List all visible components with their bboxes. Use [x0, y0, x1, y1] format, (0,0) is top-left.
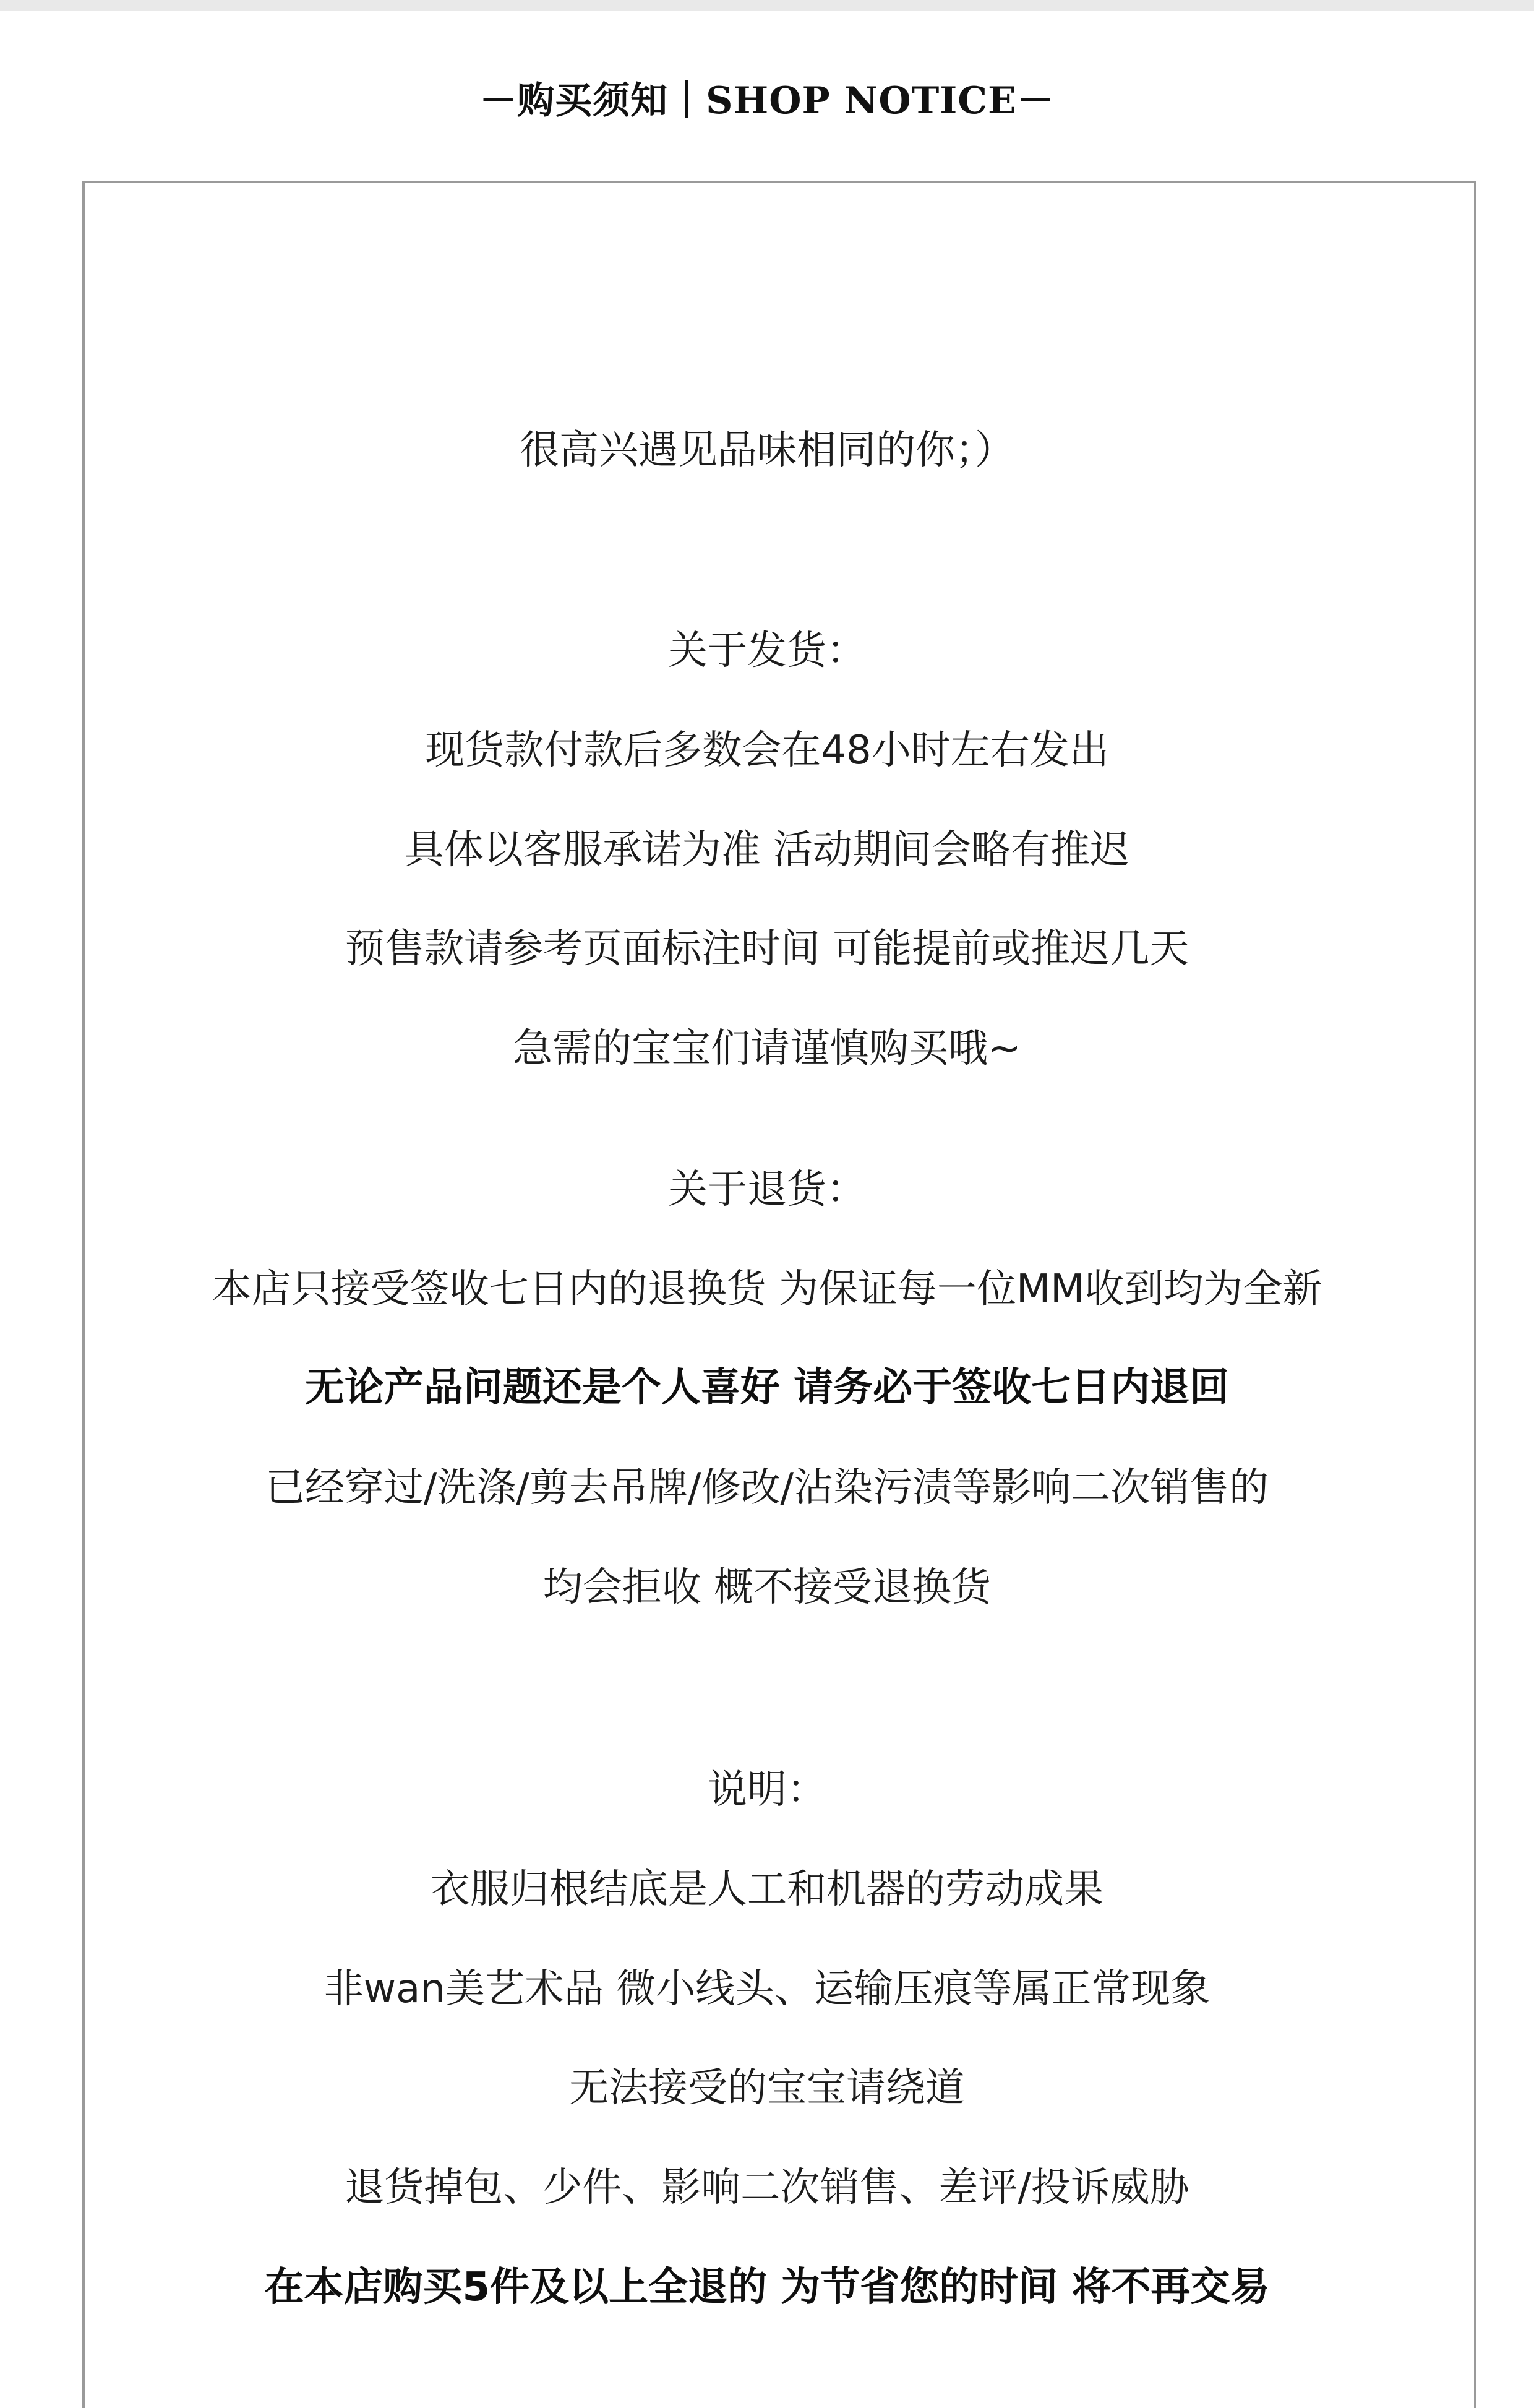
shipping-line: 急需的宝宝们请谨慎购买哦~: [513, 1026, 1021, 1072]
shipping-line: 具体以客服承诺为准 活动期间会略有推迟: [404, 827, 1130, 873]
returns-heading: 关于退货：: [668, 1167, 866, 1213]
explanation-emphasis-line: 在本店购买5件及以上全退的 为节省您的时间 将不再交易: [264, 2264, 1270, 2310]
returns-line: 均会拒收 概不接受退换货: [542, 1565, 992, 1610]
greeting-line: 很高兴遇见品味相同的你；）: [520, 428, 1014, 473]
returns-line: 本店只接受签收七日内的退换货 为保证每一位MM收到均为全新: [212, 1266, 1322, 1312]
top-strip: [0, 0, 1534, 11]
returns-emphasis-line: 无论产品问题还是个人喜好 请务必于签收七日内退回: [304, 1365, 1230, 1411]
explanation-line: 衣服归根结底是人工和机器的劳动成果: [431, 1867, 1103, 1912]
explanation-line: 非wan美艺术品 微小线头、运输压痕等属正常现象: [324, 1966, 1210, 2012]
explanation-heading: 说明：: [708, 1767, 826, 1813]
shipping-heading: 关于发货：: [668, 628, 866, 674]
page-title: －购买须知｜SHOP NOTICE－: [479, 79, 1055, 123]
returns-line: 已经穿过/洗涤/剪去吊牌/修改/沾染污渍等影响二次销售的: [265, 1465, 1269, 1511]
shipping-line: 现货款付款后多数会在48小时左右发出: [425, 728, 1109, 773]
explanation-line: 无法接受的宝宝请绕道: [569, 2065, 965, 2111]
shipping-line: 预售款请参考页面标注时间 可能提前或推迟几天: [345, 926, 1189, 972]
explanation-line: 退货掉包、少件、影响二次销售、差评/投诉威胁: [345, 2165, 1189, 2211]
